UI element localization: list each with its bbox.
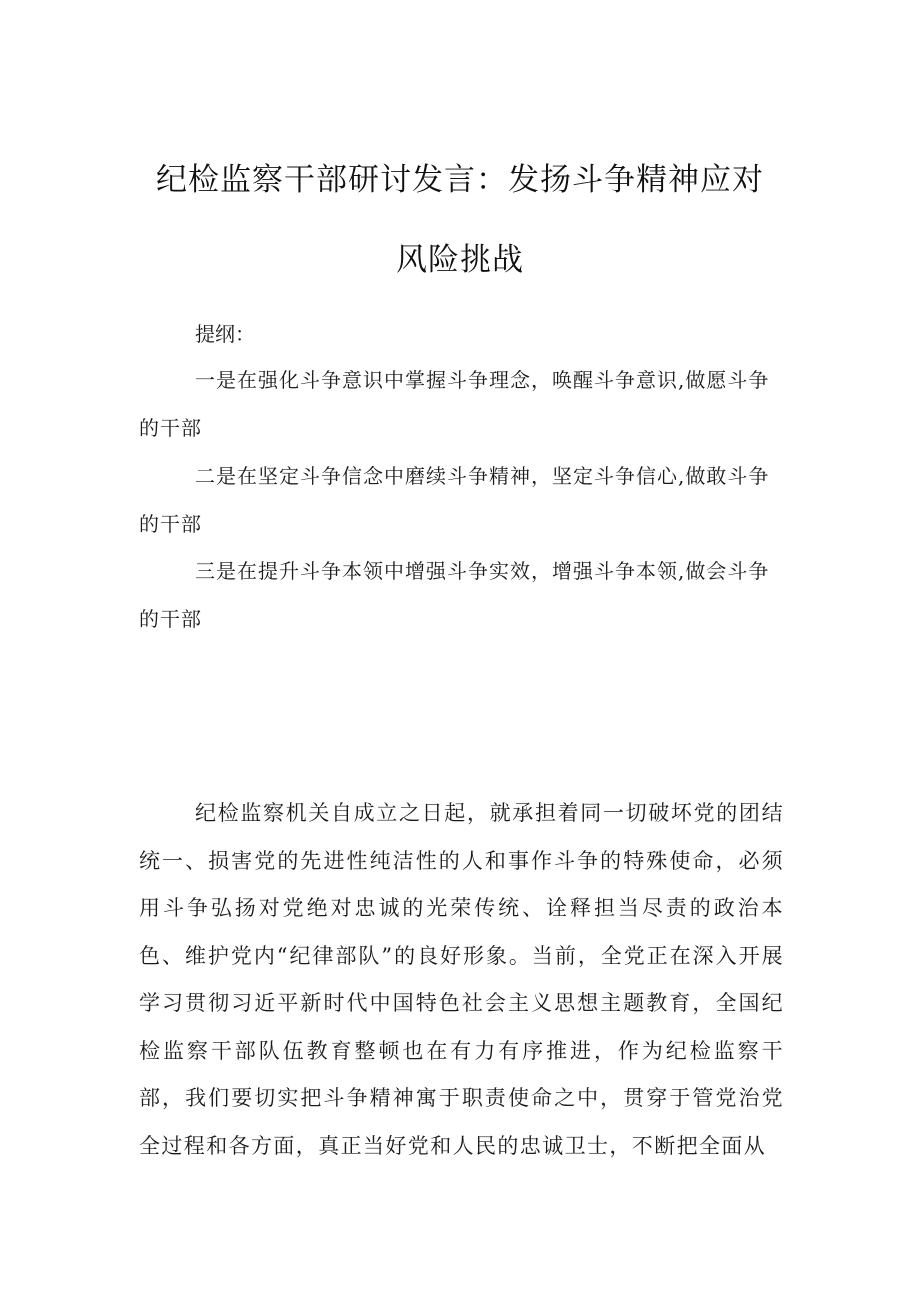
document-title-line-2: 风险挑战 xyxy=(396,242,524,278)
outline-item-1: 一是在强化斗争意识中掌握斗争理念，唤醒斗争意识,做愿斗争的干部 xyxy=(139,368,770,440)
outline-item-3: 三是在提升斗争本领中增强斗争实效，增强斗争本领,做会斗争的干部 xyxy=(139,559,770,631)
document-title-line-1: 纪检监察干部研讨发言：发扬斗争精神应对 xyxy=(156,162,764,198)
body-paragraph: 纪检监察机关自成立之日起，就承担着同一切破坏党的团结统一、损害党的先进性纯洁性的人和事作斗争的特殊使命，必须用斗争弘扬对党绝对忠诚的光荣传统、诠释担当尽责的政治本色、维护党内“纪律部队”的良好形象。当前，全党正在深入开展学习贯彻习近平新时代中国特色社会主义思想主题教育，全国纪检监察干部队伍教育整顿也在有力有序推进，作为纪检监察干部，我们要切实把斗争精神寓于职责使命之中，贯穿于管党治党全过程和各方面，真正当好党和人民的忠诚卫士，不断把全面从 xyxy=(139,801,784,1158)
outline-label: 提纲： xyxy=(195,322,255,346)
outline-item-2: 二是在坚定斗争信念中磨续斗争精神，坚定斗争信心,做敢斗争的干部 xyxy=(139,464,770,536)
